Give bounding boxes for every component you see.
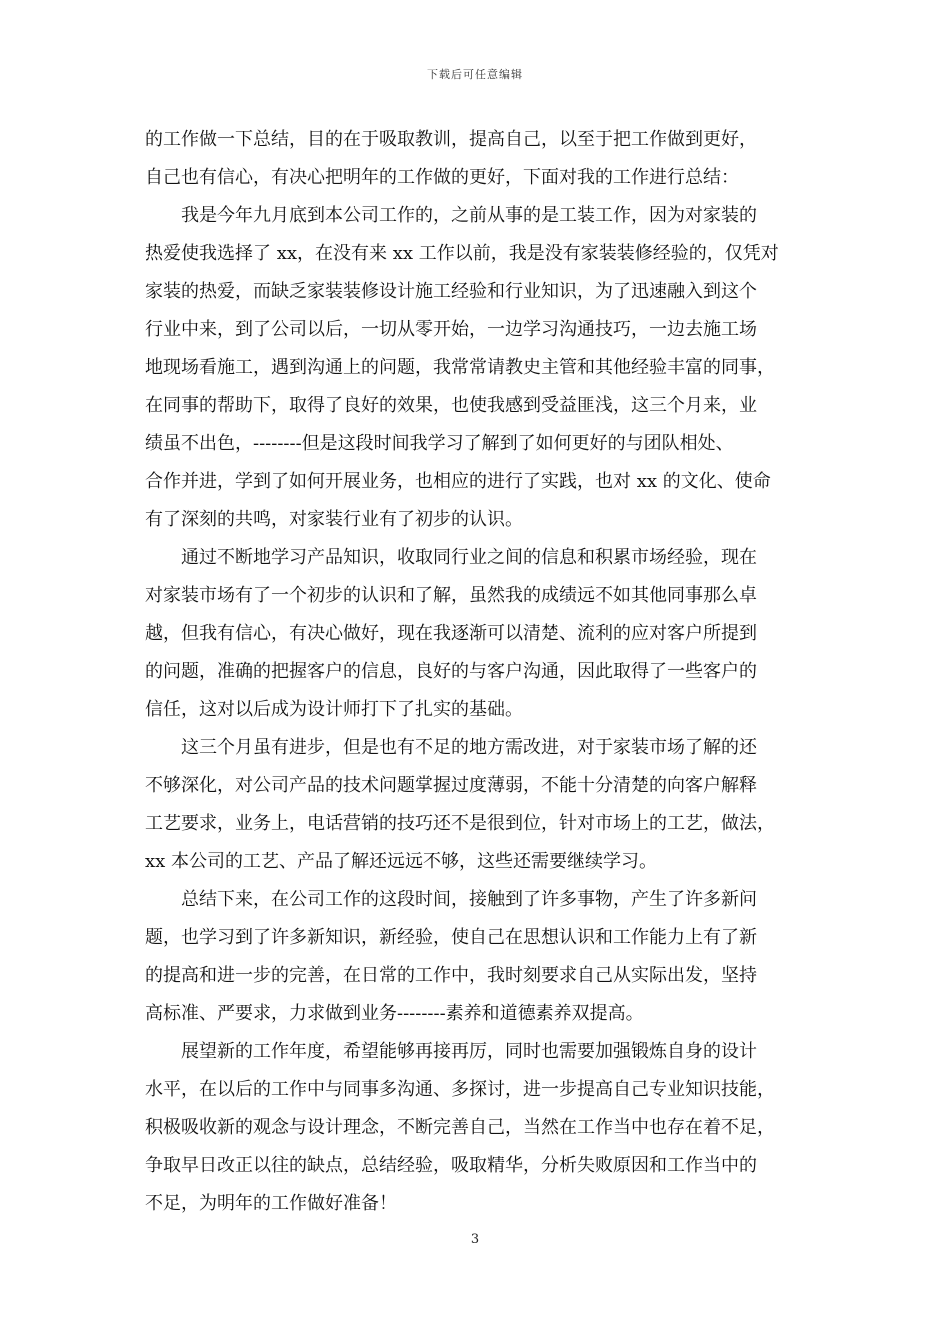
text-line: 地现场看施工，遇到沟通上的问题，我常常请教史主管和其他经验丰富的同事， — [145, 357, 775, 378]
text-line: xx 本公司的工艺、产品了解还远远不够，这些还需要继续学习。 — [145, 851, 658, 872]
text-line: 展望新的工作年度，希望能够再接再厉，同时也需要加强锻炼自身的设计 — [145, 1041, 757, 1062]
text-line: 总结下来，在公司工作的这段时间，接触到了许多事物，产生了许多新问 — [145, 889, 757, 910]
text-line: 有了深刻的共鸣，对家装行业有了初步的认识。 — [145, 509, 523, 530]
text-line: 的工作做一下总结，目的在于吸取教训，提高自己，以至于把工作做到更好， — [145, 129, 757, 150]
text-line: 行业中来，到了公司以后，一切从零开始，一边学习沟通技巧，一边去施工场 — [145, 319, 757, 340]
text-line: 积极吸收新的观念与设计理念，不断完善自己，当然在工作当中也存在着不足， — [145, 1117, 775, 1138]
page-header: 下载后可任意编辑 — [427, 68, 523, 81]
text-line: 高标准、严要求，力求做到业务--------素养和道德素养双提高。 — [145, 1003, 644, 1024]
text-line: 争取早日改正以往的缺点，总结经验，吸取精华，分析失败原因和工作当中的 — [145, 1155, 757, 1176]
text-line: 工艺要求，业务上，电话营销的技巧还不是很到位，针对市场上的工艺，做法， — [145, 813, 775, 834]
text-line: 越，但我有信心，有决心做好，现在我逐渐可以清楚、流利的应对客户所提到 — [145, 623, 757, 644]
text-line: 我是今年九月底到本公司工作的，之前从事的是工装工作，因为对家装的 — [145, 205, 757, 226]
text-line: 合作并进，学到了如何开展业务，也相应的进行了实践，也对 xx 的文化、使命 — [145, 471, 771, 492]
text-line: 家装的热爱，而缺乏家装装修设计施工经验和行业知识，为了迅速融入到这个 — [145, 281, 757, 302]
text-line: 热爱使我选择了 xx，在没有来 xx 工作以前，我是没有家装装修经验的，仅凭对 — [145, 243, 779, 264]
text-line: 通过不断地学习产品知识，收取同行业之间的信息和积累市场经验，现在 — [145, 547, 757, 568]
text-line: 题，也学习到了许多新知识，新经验，使自己在思想认识和工作能力上有了新 — [145, 927, 757, 948]
text-line: 不够深化，对公司产品的技术问题掌握过度薄弱，不能十分清楚的向客户解释 — [145, 775, 757, 796]
document-body — [145, 121, 809, 1223]
page-number: 3 — [470, 1232, 480, 1247]
text-line: 在同事的帮助下，取得了良好的效果，也使我感到受益匪浅，这三个月来，业 — [145, 395, 757, 416]
text-line: 水平，在以后的工作中与同事多沟通、多探讨，进一步提高自己专业知识技能， — [145, 1079, 775, 1100]
text-line: 对家装市场有了一个初步的认识和了解，虽然我的成绩远不如其他同事那么卓 — [145, 585, 757, 606]
text-line: 的提高和进一步的完善，在日常的工作中，我时刻要求自己从实际出发，坚持 — [145, 965, 757, 986]
text-line: 绩虽不出色，--------但是这段时间我学习了解到了如何更好的与团队相处、 — [145, 433, 734, 454]
text-line: 自己也有信心，有决心把明年的工作做的更好，下面对我的工作进行总结： — [145, 167, 739, 188]
text-line: 这三个月虽有进步，但是也有不足的地方需改进，对于家装市场了解的还 — [145, 737, 757, 758]
text-line: 信任，这对以后成为设计师打下了扎实的基础。 — [145, 699, 523, 720]
text-line: 不足，为明年的工作做好准备！ — [145, 1193, 397, 1214]
text-line: 的问题，准确的把握客户的信息，良好的与客户沟通，因此取得了一些客户的 — [145, 661, 757, 682]
